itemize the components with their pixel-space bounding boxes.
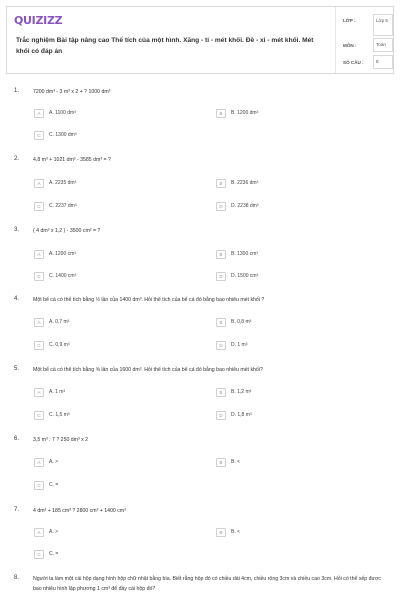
option-letter-box: B [216,109,226,118]
option-b[interactable] [216,458,366,467]
option-text: B. 1,2 m³ [231,389,252,395]
option-text: A. 0,7 m³ [49,319,70,325]
option-letter-box: B [216,250,226,259]
option-letter-box: C [34,550,44,559]
option-a[interactable] [34,528,184,537]
subject-label: MÔN : [343,43,357,48]
question-number: 3. [14,227,20,233]
option-text: B. 2236 dm³ [231,180,259,186]
option-letter-box: C [34,341,44,350]
option-letter-box: A [34,528,44,537]
option-d[interactable] [216,202,366,211]
option-text: A. 2235 dm³ [49,180,77,186]
option-text: C. = [49,482,59,488]
option-text: A. 1 m³ [49,389,66,395]
option-text: D. 1,8 m³ [231,412,252,418]
option-c[interactable] [34,481,184,490]
quizizz-logo: QUIZIZZ [14,14,63,27]
option-c[interactable] [34,131,184,140]
question-number: 7. [14,507,20,513]
option-text: B. 1200 dm³ [231,110,259,116]
question-number: 4. [14,296,20,302]
option-text: D. 2238 dm³ [231,203,259,209]
option-letter-box: B [216,528,226,537]
option-letter-box: A [34,318,44,327]
option-b[interactable] [216,388,366,397]
option-a[interactable] [34,458,184,467]
question-text: ( 4 dm³ x 1,2 ) - 3500 cm³ = ? [33,228,101,234]
question-text: Người ta làm một cái hộp dạng hình hộp chữ nhật bằng bìa. Biết rằng hộp đó có chiều dài 4cm, chiều rộng 3cm và chiều cao 3cm. Hỏi có thể xếp được bao nhiêu hình lập phương 1 cm³ để đầy cái hộp đó? [33,576,381,592]
option-letter-box: A [34,388,44,397]
option-text: C. 1400 cm³ [49,273,77,279]
option-a[interactable] [34,318,184,327]
option-text: C. = [49,551,59,557]
question-text: 3,5 m³ : 7 ? 250 dm³ x 2 [33,437,89,443]
question-number: 1. [14,88,20,94]
option-letter-box: A [34,250,44,259]
question-count-label: SỐ CÂU : [343,60,364,65]
option-letter-box: B [216,458,226,467]
option-letter-box: C [34,411,44,420]
class-value: Lớp 5 [376,18,388,23]
option-text: B. < [231,459,241,465]
worksheet-header [6,6,394,74]
option-b[interactable] [216,179,366,188]
header-divider [335,7,336,73]
option-letter-box: D [216,411,226,420]
option-b[interactable] [216,318,366,327]
option-b[interactable] [216,528,366,537]
option-a[interactable] [34,250,184,259]
option-letter-box: B [216,388,226,397]
option-letter-box: D [216,202,226,211]
option-text: B. 1300 cm³ [231,251,258,257]
option-c[interactable] [34,341,184,350]
option-letter-box: C [34,272,44,281]
question-text: 7200 dm³ - 3 m³ x 2 + ? 1000 dm³ [33,89,111,95]
option-c[interactable] [34,272,184,281]
option-c[interactable] [34,550,184,559]
option-letter-box: A [34,458,44,467]
option-text: B. 0,8 m³ [231,319,252,325]
option-text: A. 1100 dm³ [49,110,76,116]
option-d[interactable] [216,411,366,420]
option-text: D. 1500 cm³ [231,273,259,279]
option-text: A. > [49,529,59,535]
question-number: 6. [14,436,20,442]
option-b[interactable] [216,109,366,118]
option-c[interactable] [34,202,184,211]
option-d[interactable] [216,272,366,281]
option-b[interactable] [216,250,366,259]
option-a[interactable] [34,179,184,188]
question-number: 2. [14,156,20,162]
option-text: A. 1200 cm³ [49,251,76,257]
option-letter-box: C [34,481,44,490]
question-number: 8. [14,575,20,581]
worksheet-title: Trắc nghiệm Bài tập nâng cao Thể tích của một hình. Xăng - ti - mét khối. Đề - xi - mét khối. Mét khối có đáp án [16,37,314,55]
option-letter-box: C [34,202,44,211]
option-a[interactable] [34,388,184,397]
option-a[interactable] [34,109,184,118]
option-d[interactable] [216,341,366,350]
option-letter-box: B [216,179,226,188]
option-letter-box: C [34,131,44,140]
option-text: C. 1,5 m³ [49,412,70,418]
option-letter-box: B [216,318,226,327]
question-number: 5. [14,366,20,372]
question-text: Một bể cá có thể tích bằng ⅝ lần của 1600 dm³. Hỏi thể tích của bể cá đó bằng bao nhiêu mét khối? [33,367,263,373]
question-text: 4 dm³ + 185 cm³ ? 2800 cm³ + 1400 cm³ [33,508,126,514]
option-text: C. 2237 dm³ [49,203,77,209]
option-text: A. > [49,459,59,465]
class-label: LỚP : [343,18,356,23]
option-letter-box: A [34,109,44,118]
option-letter-box: D [216,272,226,281]
option-text: C. 0,9 m³ [49,342,70,348]
option-text: D. 1 m³ [231,342,248,348]
option-letter-box: D [216,341,226,350]
option-c[interactable] [34,411,184,420]
subject-value: Toán [376,42,386,47]
question-text: 4,8 m³ + 1021 dm³ - 3585 dm³ = ? [33,157,111,163]
question-text: Một bể cá có thể tích bằng ½ lần của 1400 dm³. Hỏi thể tích của bể cá đó bằng bao nhiêu mét khối ? [33,297,265,303]
question-count-value: 8 [376,59,379,64]
option-letter-box: A [34,179,44,188]
option-text: B. < [231,529,241,535]
option-text: C. 1300 dm³ [49,132,77,138]
